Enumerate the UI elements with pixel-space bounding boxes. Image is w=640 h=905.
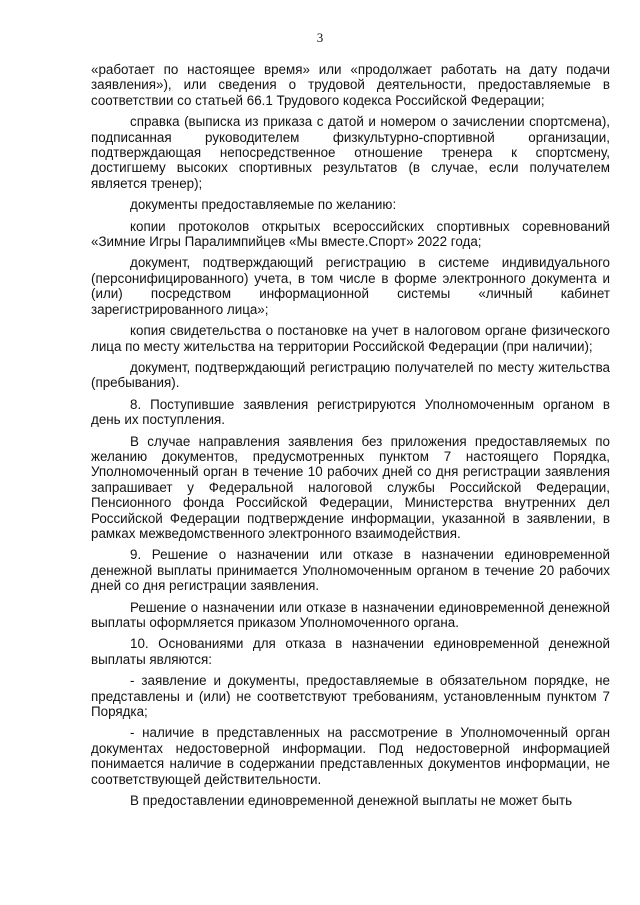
- paragraph-15: В предоставлении единовременной денежной выплаты не может быть: [130, 793, 573, 809]
- paragraph-9: В случае направления заявления без приложения предоставляемых по желанию документов, предусмотренных пунктом 7 настоящего Порядка, Уполномоченный орган в течение 10 рабочих дней со дня регистрации заявления запрашивает у Федеральной налоговой службы Российской Федерации, Пенсионного фонда Российской Федерации, Министерства внутренних дел Российской Федерации подтверждение информации, указанной в заявлении, в рамках межведомственного электронного взаимодействия.: [91, 433, 610, 541]
- paragraph-13: - заявление и документы, предоставляемые в обязательном порядке, не представлены и (или) не соответствуют требованиям, установленным пунктом 7 Порядка;: [91, 673, 610, 720]
- page-number: 3: [316, 30, 324, 45]
- paragraph-4: копии протоколов открытых всероссийских спортивных соревнований «Зимние Игры Паралимпийцев «Мы вместе.Спорт» 2022 года;: [91, 218, 610, 250]
- paragraph-11: Решение о назначении или отказе в назначении единовременной денежной выплаты оформляется приказом Уполномоченного органа.: [91, 599, 610, 630]
- paragraph-7: документ, подтверждающий регистрацию получателей по месту жительства (пребывания).: [91, 359, 610, 391]
- paragraph-2: справка (выписка из приказа с датой и номером о зачислении спортсмена), подписанная руководителем физкультурно-спортивной организации, подтверждающая непосредственное отношение тренера к спортсмену, достигшему высоких спортивных результатов (в случае, если получателем является тренер);: [91, 114, 610, 191]
- paragraph-8: 8. Поступившие заявления регистрируются Уполномоченным органом в день их поступления.: [91, 396, 610, 428]
- paragraph-5: документ, подтверждающий регистрацию в системе индивидуального (персонифицированного) учета, в том числе в форме электронного документа и (или) посредством информационной системы «личный кабинет зарегистрированного лица»;: [91, 255, 610, 317]
- paragraph-14: - наличие в представленных на рассмотрение в Уполномоченный орган документах недостоверной информации. Под недостоверной информацией понимается наличие в содержании представленных документов информации, не соответствующей действительности.: [91, 725, 610, 787]
- paragraph-10: 9. Решение о назначении или отказе в назначении единовременной денежной выплаты принимается Уполномоченным органом в течение 20 рабочих дней со дня регистрации заявления.: [91, 547, 610, 594]
- paragraph-12: 10. Основаниями для отказа в назначении единовременной денежной выплаты являются:: [91, 636, 610, 667]
- document-body: [91, 62, 610, 814]
- paragraph-3: документы предоставляемые по желанию:: [130, 197, 397, 213]
- paragraph-1: «работает по настоящее время» или «продолжает работать на дату подачи заявления»), или сведения о трудовой деятельности, предоставляемые в соответствии со статьей 66.1 Трудового кодекса Российской Федерации;: [91, 62, 610, 108]
- paragraph-6: копия свидетельства о постановке на учет в налоговом органе физического лица по месту жительства на территории Российской Федерации (при наличии);: [91, 323, 610, 354]
